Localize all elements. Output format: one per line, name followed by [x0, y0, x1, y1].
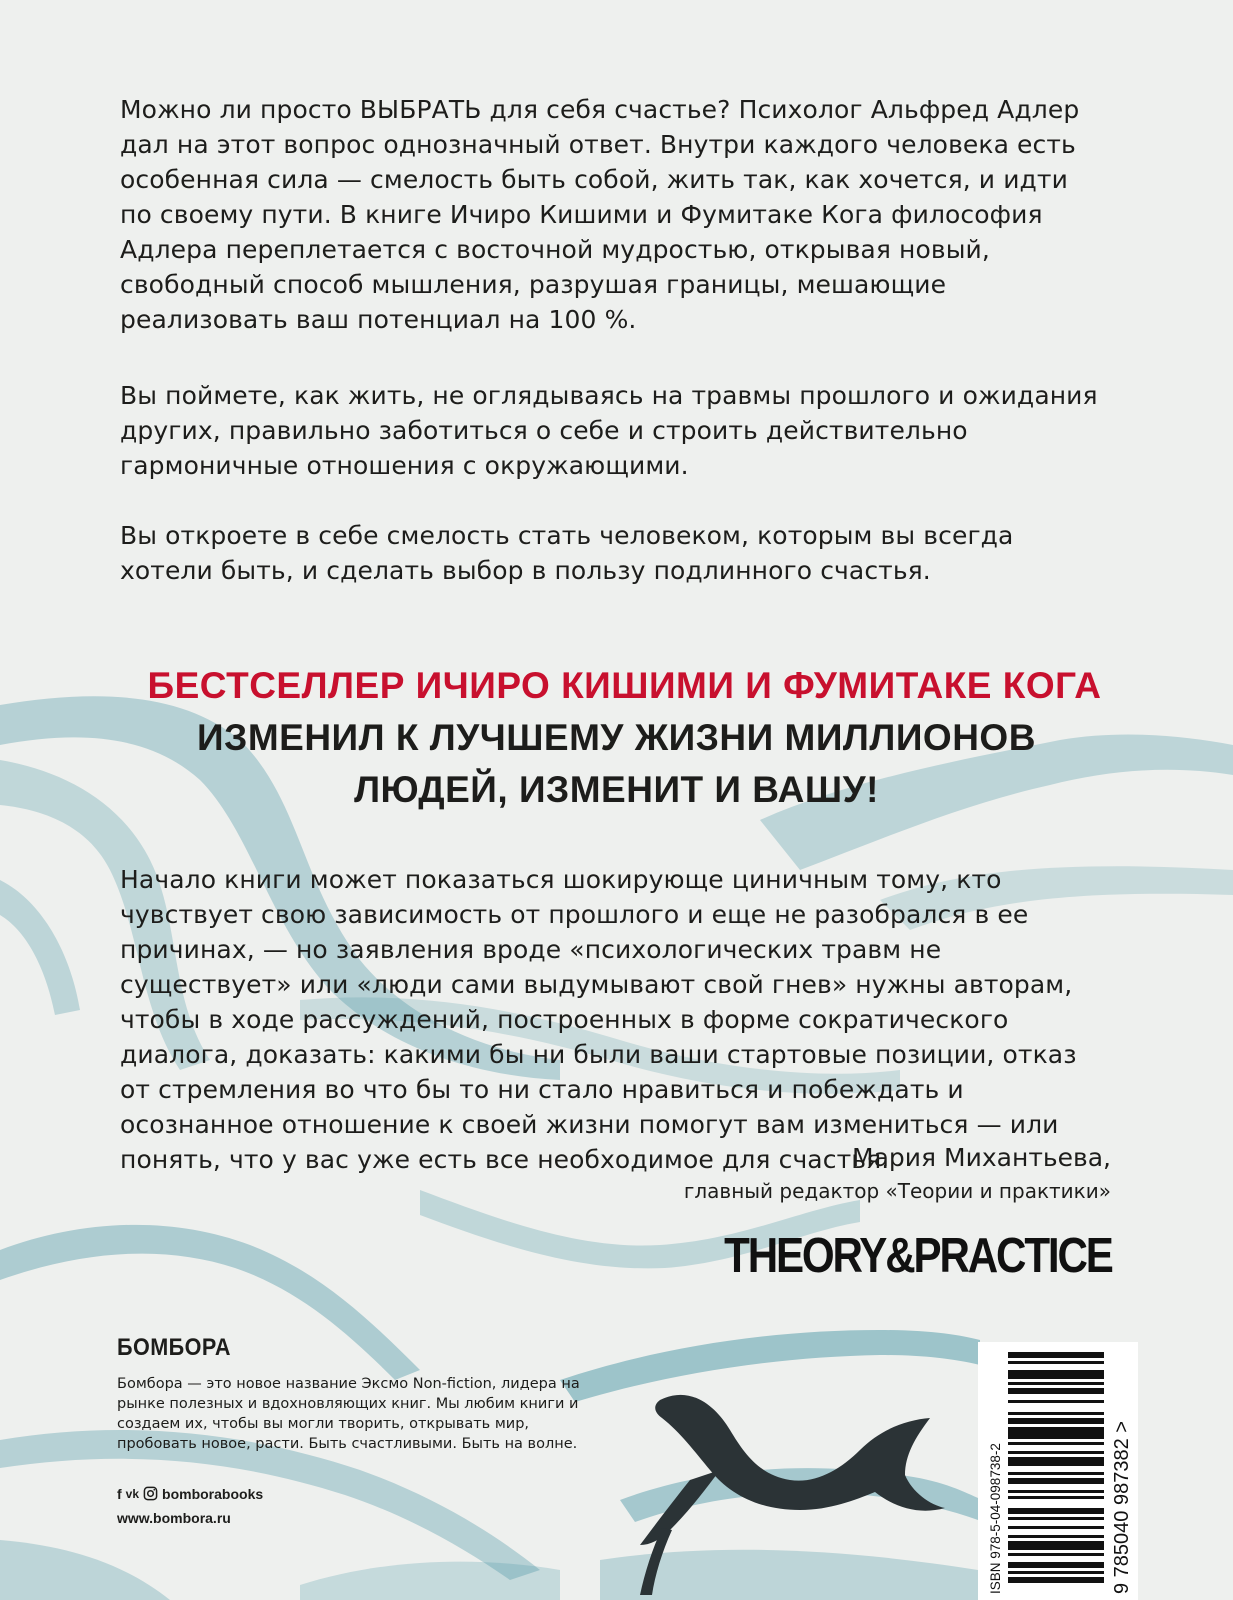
barcode-bar	[1008, 1400, 1104, 1403]
isbn-barcode	[978, 1342, 1138, 1600]
description-paragraph-3: Вы откроете в себе смелость стать человеком, которым вы всегда хотели быть, и сделать выбор в пользу подлинного счастья.	[120, 521, 1014, 585]
barcode-bar	[1008, 1442, 1104, 1445]
social-links	[117, 1483, 263, 1505]
barcode-digits-text: 9 785040 987382 >	[1111, 1421, 1133, 1594]
barcode-bar	[1008, 1541, 1104, 1550]
barcode-bar	[1008, 1526, 1104, 1529]
barcode-bar	[1008, 1418, 1104, 1424]
description-paragraph-1: Можно ли просто ВЫБРАТЬ для себя счастье? Психолог Альфред Адлер дал на этот вопрос однозначный ответ. Внутри каждого человека есть особенная сила — смелость быть собой, жить так, как хочется, и идти по своему пути. В книге Ичиро Кишими и Фумитаке Кога философия Адлера переплетается с восточной мудростью, открывая новый, свободный способ мышления, разрушая границы, мешающие реализовать ваш потенциал на 100 %.	[120, 95, 1080, 334]
headline-line-3: ЛЮДЕЙ, ИЗМЕНИТ И ВАШУ!	[354, 769, 879, 810]
vk-icon[interactable]: vk	[125, 1487, 140, 1501]
review-author-role: главный редактор «Теории и практики»	[683, 1179, 1111, 1203]
isbn-number-text: ISBN 978-5-04-098738-2	[988, 1443, 1003, 1594]
barcode-bar	[1008, 1472, 1104, 1475]
theory-and-practice-logo: THEORY&PRACTICE	[724, 1229, 1112, 1283]
barcode-bar	[1008, 1508, 1104, 1514]
barcode-bars	[1008, 1352, 1104, 1583]
description-paragraph-2: Вы поймете, как жить, не оглядываясь на травмы прошлого и ожидания других, правильно заботиться о себе и строить действительно гармоничные отношения с окружающими.	[120, 381, 1098, 480]
headline-line-2: ИЗМЕНИЛ К ЛУЧШЕМУ ЖИЗНИ МИЛЛИОНОВ	[197, 717, 1036, 758]
barcode-bar	[1008, 1457, 1104, 1466]
barcode-bar	[1008, 1535, 1104, 1538]
social-handle[interactable]: bomborabooks	[162, 1486, 264, 1502]
barcode-bar	[1008, 1571, 1104, 1574]
barcode-bar	[1008, 1427, 1104, 1439]
barcode-bar	[1008, 1517, 1104, 1520]
review-quote: Начало книги может показаться шокирующе циничным тому, кто чувствует свою зависимость от прошлого и еще не разобрался в ее причинах, — но заявления вроде «психологических травм не существует» или «люди сами выдумывают свой гнев» нужны авторам, чтобы в ходе рассуждений, построенных в форме сократического диалога, доказать: какими бы ни были ваши стартовые позиции, отказ от стремления во что бы то ни стало нравиться и побеждать и осознанное отношение к своей жизни помогут вам измениться — или понять, что у вас уже есть все необходимое для счастья.	[120, 865, 1077, 1174]
barcode-bar	[1008, 1490, 1104, 1493]
barcode-bar	[1008, 1370, 1104, 1379]
headline-line-1: БЕСТСЕЛЛЕР ИЧИРО КИШИМИ И ФУМИТАКЕ КОГА	[147, 665, 1102, 706]
facebook-icon[interactable]: f	[117, 1486, 122, 1502]
barcode-bar	[1008, 1388, 1104, 1394]
instagram-icon[interactable]	[143, 1486, 158, 1502]
barcode-bar	[1008, 1577, 1104, 1583]
barcode-bar	[1008, 1352, 1104, 1358]
barcode-bar	[1008, 1496, 1104, 1499]
barcode-bar	[1008, 1412, 1104, 1415]
barcode-bar	[1008, 1451, 1104, 1454]
barcode-bar	[1008, 1361, 1104, 1364]
barcode-bar	[1008, 1478, 1104, 1484]
barcode-bar	[1008, 1562, 1104, 1568]
publisher-logo: БОМБОРА	[117, 1334, 231, 1361]
review-author-name: Мария Михантьева,	[852, 1143, 1111, 1172]
publisher-blurb: Бомбора — это новое название Эксмо Non-fiction, лидера на рынке полезных и вдохновляющих книг. Мы любим книги и создаем их, чтобы вы могли творить, открывать мир, пробовать новое, расти. Быть счастливыми. Быть на волне.	[117, 1376, 580, 1452]
barcode-bar	[1008, 1382, 1104, 1385]
barcode-bar	[1008, 1553, 1104, 1556]
publisher-website-link[interactable]: www.bombora.ru	[117, 1510, 231, 1526]
